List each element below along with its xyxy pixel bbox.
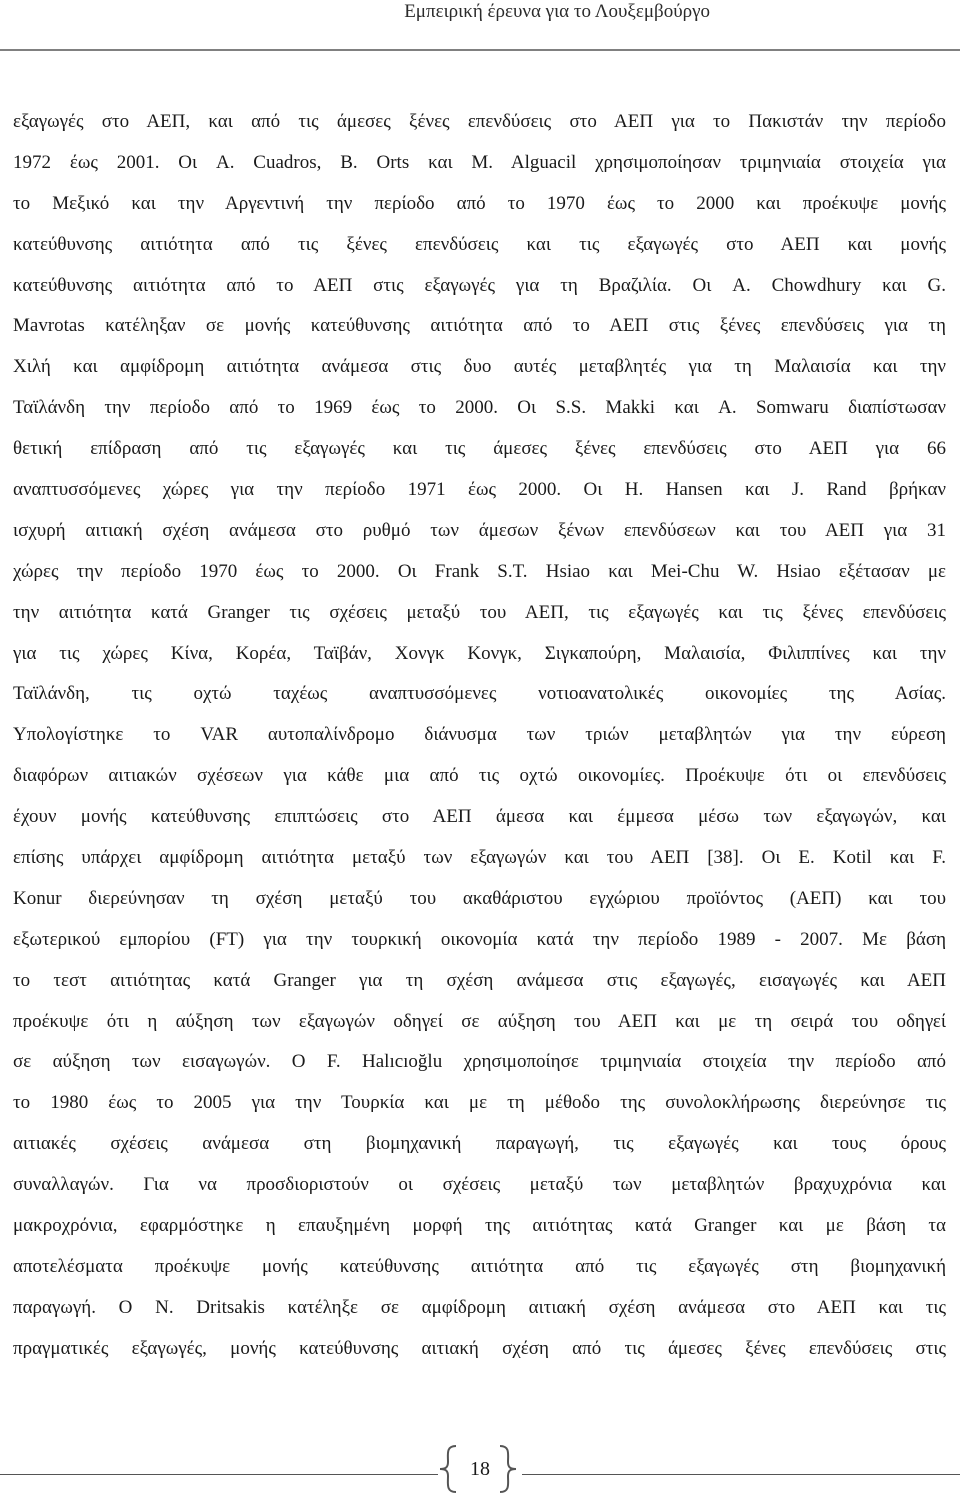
text-line: την αιτιότητα κατά Granger τις σχέσεις μεταξύ του ΑΕΠ, τις εξαγωγές και τις ξένες επενδύσεις xyxy=(13,601,946,623)
text-line: αναπτυσσόμενες χώρες για την περίοδο 1971 έως 2000. Οι H. Hansen και J. Rand βρήκαν xyxy=(13,479,946,501)
text-line: σε αύξηση των εισαγωγών. Ο F. Halıcıoğlu χρησιμοποίησε τριμηνιαία στοιχεία την περίοδο από xyxy=(13,1051,946,1073)
text-line: το 1980 έως το 2005 για την Τουρκία και με τη μέθοδο της συνολοκλήρωσης διερεύνησε τις xyxy=(13,1092,946,1114)
text-line: έχουν μονής κατεύθυνσης επιπτώσεις στο ΑΕΠ άμεσα και έμμεσα μέσω των εξαγωγών, και xyxy=(13,806,946,828)
text-line: Ταϊλάνδη, τις οχτώ ταχέως αναπτυσσόμενες νοτιοανατολικές οικονομίες της Ασίας. xyxy=(13,683,946,705)
text-line: για τις χώρες Κίνα, Κορέα, Ταϊβάν, Χονγκ Κονγκ, Σιγκαπούρη, Μαλαισία, Φιλιππίνες και την xyxy=(13,642,946,664)
text-line: προέκυψε ότι η αύξηση των εξαγωγών οδηγεί σε αύξηση του ΑΕΠ και με τη σειρά του οδηγεί xyxy=(13,1010,946,1032)
text-line: αποτελέσματα προέκυψε μονής κατεύθυνσης αιτιότητα από τις εξαγωγές στη βιομηχανική xyxy=(13,1255,946,1277)
text-line: παραγωγή. Ο N. Dritsakis κατέληξε σε αμφίδρομη αιτιακή σχέση ανάμεσα στο ΑΕΠ και τις xyxy=(13,1296,946,1318)
running-header-title: Εμπειρική έρευνα για το Λουξεμβούργο xyxy=(404,1,710,22)
footer-rule-right xyxy=(522,1474,960,1475)
body-paragraph xyxy=(13,102,946,1370)
text-line: μακροχρόνια, εφαρμόστηκε η επαυξημένη μορφή της αιτιότητας κατά Granger και με βάση τα xyxy=(13,1215,946,1237)
footer-rule-left xyxy=(0,1474,438,1475)
page-header xyxy=(0,0,960,52)
right-brace-icon xyxy=(494,1444,522,1494)
text-line: Υπολογίστηκε το VAR αυτοπαλίνδρομο διάνυσμα των τριών μεταβλητών για την εύρεση xyxy=(13,724,946,746)
text-line: κατεύθυνσης αιτιότητα από το ΑΕΠ στις εξαγωγές για τη Βραζιλία. Οι A. Chowdhury και G. xyxy=(13,274,946,296)
text-line: 1972 έως 2001. Οι A. Cuadros, B. Orts και M. Alguacil χρησιμοποίησαν τριμηνιαία στοιχεία για xyxy=(13,151,946,173)
text-line: πραγματικές εξαγωγές, μονής κατεύθυνσης αιτιακή σχέση από τις άμεσες ξένες επενδύσεις στις xyxy=(13,1337,946,1359)
text-line: εξωτερικού εμπορίου (FT) για την τουρκική οικονομία κατά την περίοδο 1989 - 2007. Με βάση xyxy=(13,928,946,950)
page-footer xyxy=(0,1440,960,1495)
text-line: Ταϊλάνδη την περίοδο από το 1969 έως το 2000. Οι S.S. Makki και A. Somwaru διαπίστωσαν xyxy=(13,397,946,419)
text-line: Konur διερεύνησαν τη σχέση μεταξύ του ακαθάριστου εγχώριου προϊόντος (ΑΕΠ) και του xyxy=(13,887,946,909)
text-line: εξαγωγές στο ΑΕΠ, και από τις άμεσες ξένες επενδύσεις στο ΑΕΠ για το Πακιστάν την περίοδο xyxy=(13,111,946,132)
page-number: 18 xyxy=(470,1458,490,1480)
text-line: αιτιακές σχέσεις ανάμεσα στη βιομηχανική παραγωγή, τις εξαγωγές και τους όρους xyxy=(13,1133,946,1155)
text-line: το Μεξικό και την Αργεντινή την περίοδο από το 1970 έως το 2000 και προέκυψε μονής xyxy=(13,192,946,214)
header-divider xyxy=(0,49,960,51)
text-line: ισχυρή αιτιακή σχέση ανάμεσα στο ρυθμό των άμεσων ξένων επενδύσεων και του ΑΕΠ για 31 xyxy=(13,519,946,541)
text-line: χώρες την περίοδο 1970 έως το 2000. Οι Frank S.T. Hsiao και Mei-Chu W. Hsiao εξέτασαν με xyxy=(13,560,946,582)
text-line: κατεύθυνσης αιτιότητα από τις ξένες επενδύσεις και τις εξαγωγές στο ΑΕΠ και μονής xyxy=(13,233,946,255)
text-line: θετική επίδραση από τις εξαγωγές και τις άμεσες ξένες επενδύσεις στο ΑΕΠ για 66 xyxy=(13,438,946,460)
text-line: Mavrotas κατέληξαν σε μονής κατεύθυνσης αιτιότητα από το ΑΕΠ στις ξένες επενδύσεις για τη xyxy=(13,315,946,337)
text-line: επίσης υπάρχει αμφίδρομη αιτιότητα μεταξύ των εξαγωγών και του ΑΕΠ [38]. Οι E. Kotil και F. xyxy=(13,847,946,869)
text-line: το τεστ αιτιότητας κατά Granger για τη σχέση ανάμεσα στις εξαγωγές, εισαγωγές και ΑΕΠ xyxy=(13,969,946,991)
text-line: διαφόρων αιτιακών σχέσεων για κάθε μια από τις οχτώ οικονομίες. Προέκυψε ότι οι επενδύσεις xyxy=(13,765,946,787)
text-line: Χιλή και αμφίδρομη αιτιότητα ανάμεσα στις δυο αυτές μεταβλητές για τη Μαλαισία και την xyxy=(13,356,946,378)
text-line: συναλλαγών. Για να προσδιοριστούν οι σχέσεις μεταξύ των μεταβλητών βραχυχρόνια και xyxy=(13,1174,946,1196)
